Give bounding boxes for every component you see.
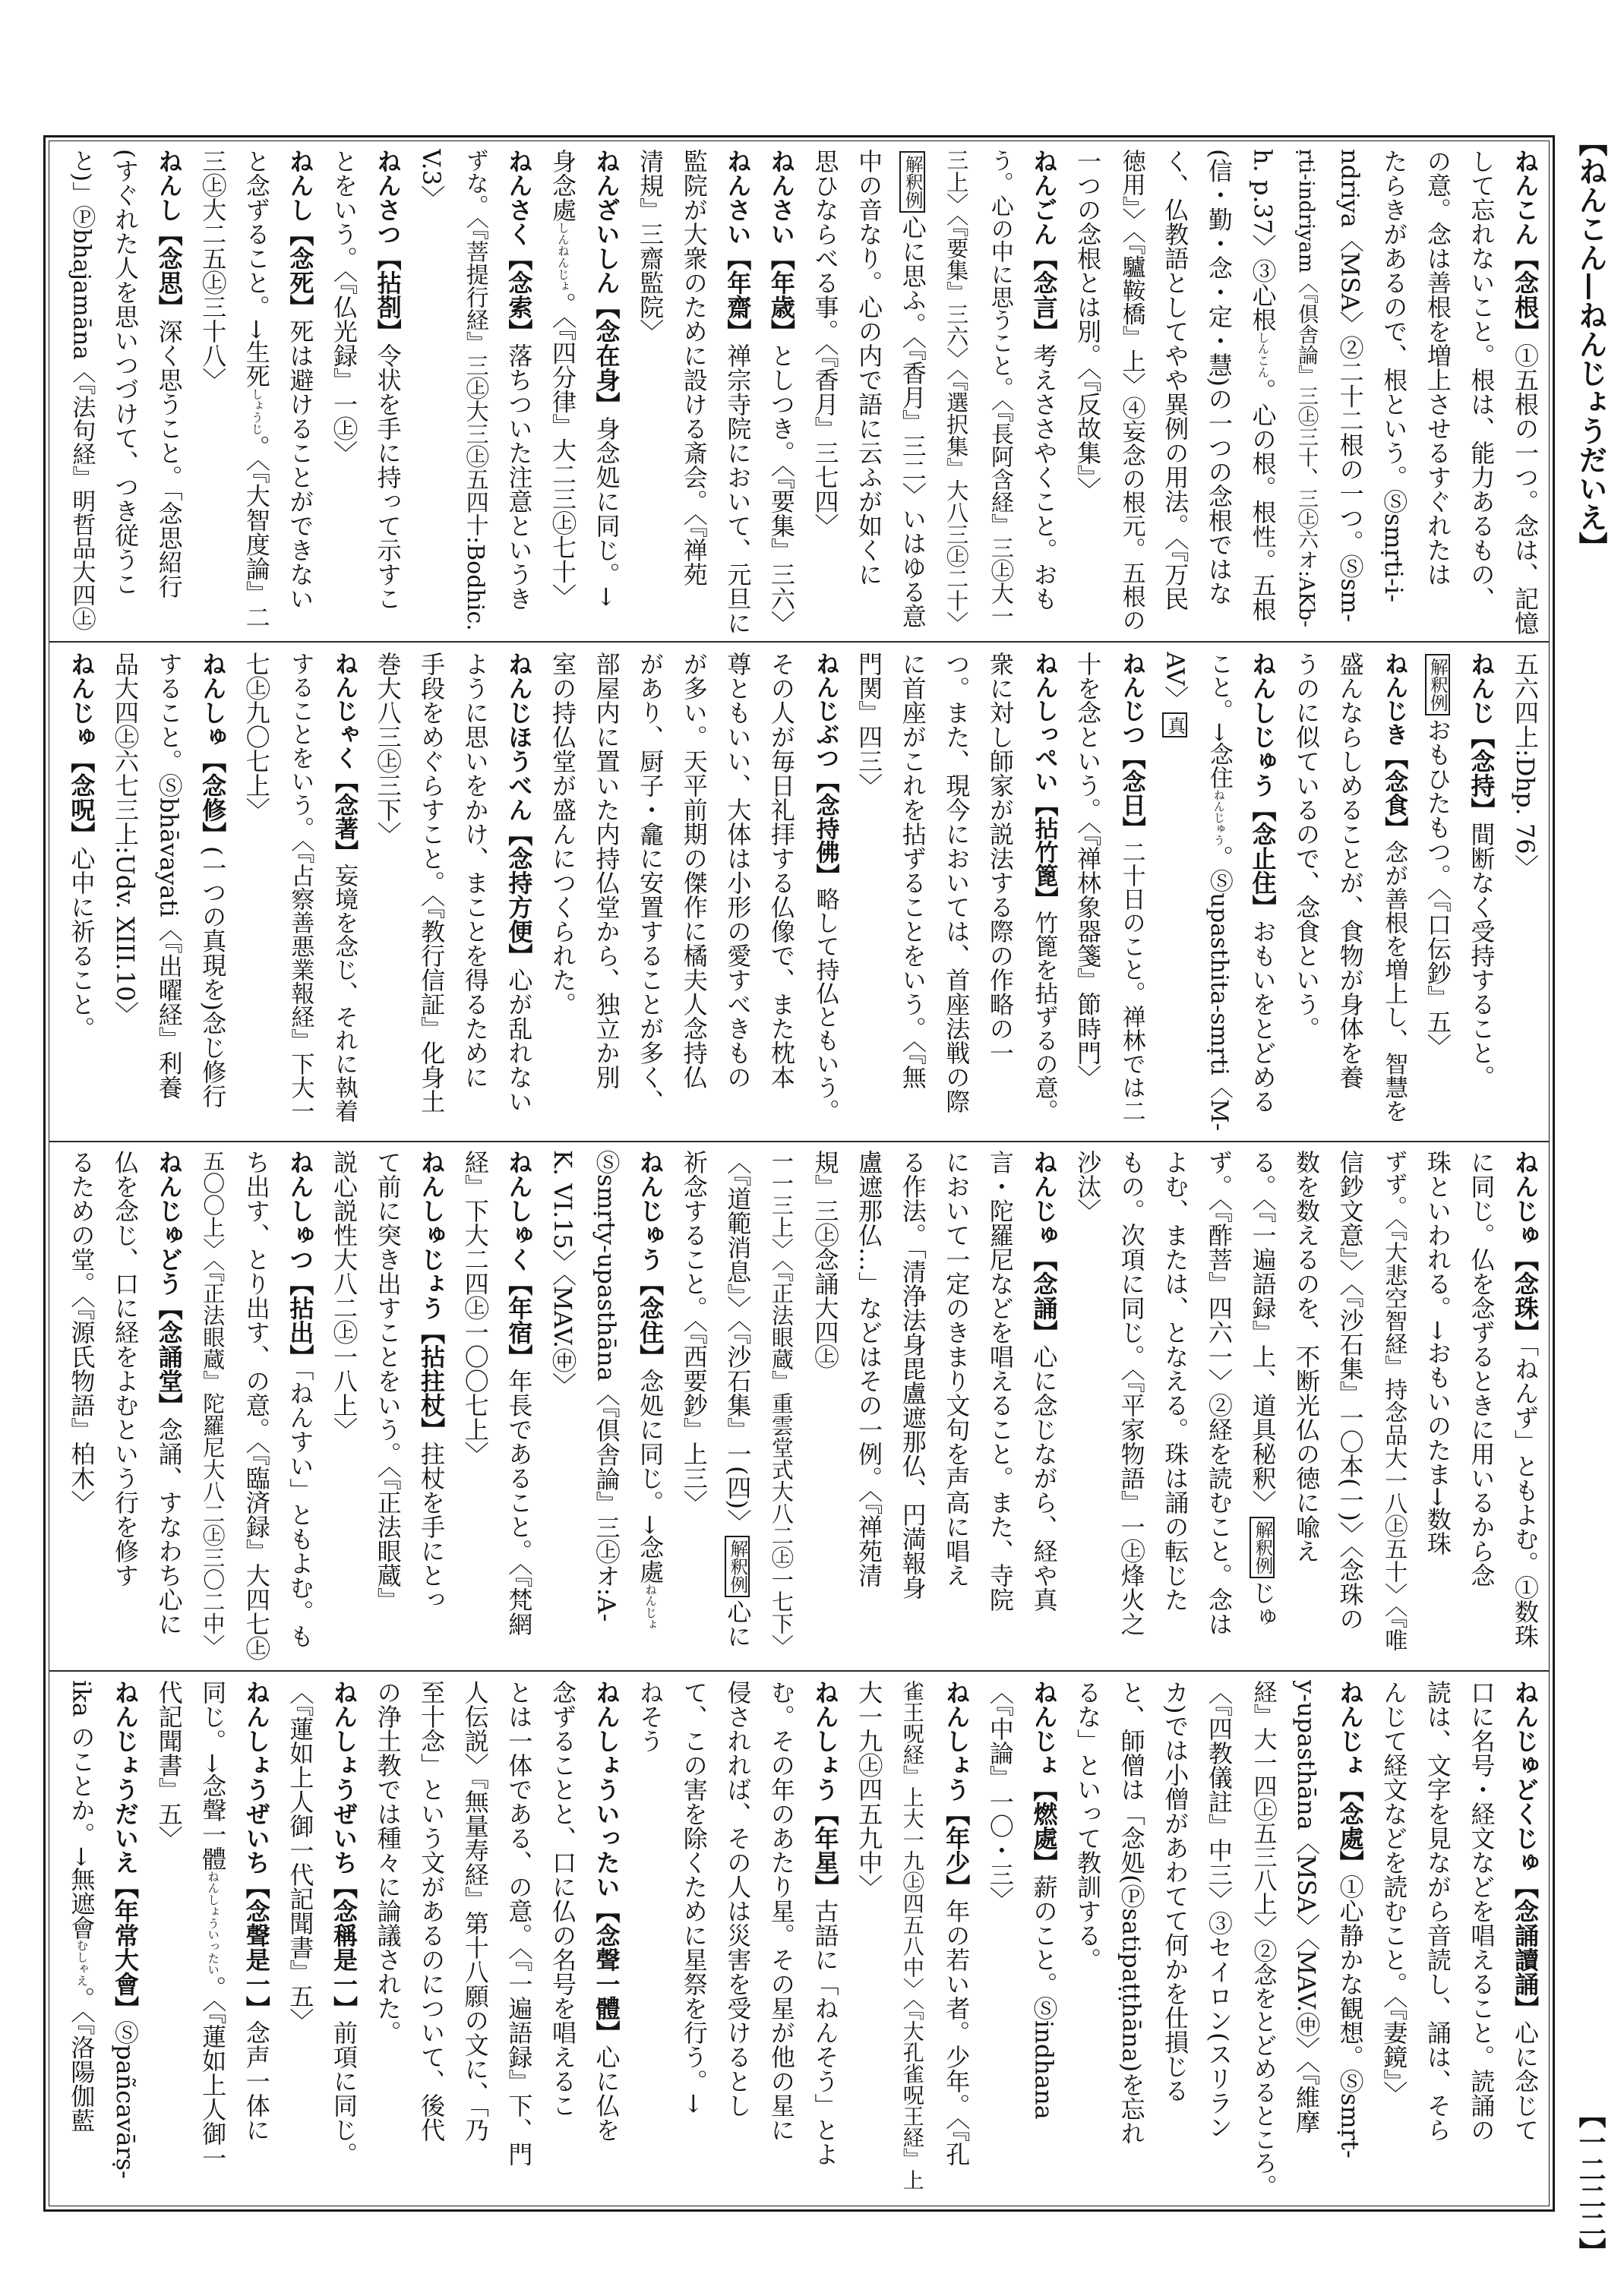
entry-headword: ねんごん【念言】 bbox=[1029, 149, 1059, 343]
entry-text: 心中に祈ること。 bbox=[67, 846, 96, 1041]
entry-line: があり、厨子・龕に安置することが多く、 bbox=[636, 652, 665, 1113]
entry-text: 心が乱れない bbox=[504, 968, 534, 1113]
entry-text: 念声一体に bbox=[242, 2020, 271, 2142]
reading-ruby: ねんしょういったい bbox=[206, 1870, 220, 1976]
entry-text: 考えささやくこと。おも bbox=[1029, 343, 1059, 611]
reading-ruby: しょうじ bbox=[249, 387, 264, 435]
entry-text: (一つの真現を)念じ修行 bbox=[198, 846, 228, 1108]
entry-text: 念誦、すなわち心に bbox=[154, 1417, 184, 1636]
entry-line: 品大四㊤六七三上:Udv. XIII.10〉 bbox=[111, 652, 140, 1026]
entry-line: 念ずることと、口に仏の名号を唱えるこ bbox=[548, 1680, 577, 2118]
entry-line: ずず。〈『大悲空智経』持念品大一八㊤五十〉〈『唯 bbox=[1380, 1150, 1408, 1651]
entry-line: (信・勤・念・定・慧)の一つの念根ではな bbox=[1204, 149, 1234, 605]
entry-line: 中の音なり。心の内で語に云ふが如くに bbox=[855, 149, 884, 586]
entry-headword: ねんじ【念持】 bbox=[1467, 652, 1496, 822]
entry-line: 清規』三齋監院〉 bbox=[636, 149, 665, 343]
entry-line: 三上〉〈『要集』三六〉〈『選択集』大八三㊤二十〉 bbox=[943, 149, 970, 633]
entry-line: る作法。「清浄法身毘盧遮那仏、円満報身 bbox=[898, 1150, 927, 1600]
entry-line: 十を念という。〈『禅林象器箋』節時門〉 bbox=[1073, 652, 1103, 1089]
entry-line: 至十念」という文があるのについて、後代 bbox=[417, 1680, 447, 2142]
entry-headword: ねんじき【念食】 bbox=[1380, 652, 1408, 840]
entry-line bbox=[147, 149, 191, 635]
entry-text: 「ねんず」ともよむ。①数珠 bbox=[1511, 1344, 1540, 1648]
entry-line bbox=[584, 149, 628, 635]
boxed-label: 解釈例 bbox=[1250, 1517, 1275, 1578]
reading-ruby: しんねんじょ bbox=[555, 222, 570, 292]
entry-line: 巻大八三㊤三下〉 bbox=[373, 652, 403, 846]
entry-text: 同じ。→念聲一體 bbox=[198, 1680, 228, 1871]
entry-line bbox=[1022, 652, 1066, 1135]
entry-text: 前項に同じ。 bbox=[329, 2020, 359, 2166]
entry-line: 〈『中論』一〇・三〉 bbox=[985, 1680, 1015, 1911]
entry-line bbox=[365, 149, 409, 635]
entry-text: 薪のこと。Ⓢindhana bbox=[1029, 1874, 1059, 2120]
entry-line: もの。次項に同じ。〈『平家物語』一㊤烽火之 bbox=[1117, 1150, 1146, 1636]
entry-headword: ねんざいしん【念在身】 bbox=[592, 149, 621, 416]
tier-divider bbox=[49, 1141, 1550, 1142]
entry-headword: ねんじぶつ【念持佛】 bbox=[811, 652, 839, 887]
entry-text: 心に念じながら、経や真 bbox=[1029, 1344, 1059, 1612]
entry-line bbox=[497, 149, 541, 635]
entry-line bbox=[628, 1150, 672, 1663]
entry-headword: ねんじゅ【念誦】 bbox=[1029, 1150, 1059, 1344]
entry-line: 部屋内に置いた内持仏堂から、独立か別 bbox=[592, 652, 621, 1089]
page-number: 【一二二二】 bbox=[1575, 2101, 1607, 2265]
entry-line: 説心説性大八二㊤一八上〉 bbox=[329, 1150, 359, 1442]
entry-line bbox=[803, 652, 847, 1135]
entry-line: に首座がこれを拈ずることをいう。〈『無 bbox=[898, 652, 927, 1089]
entry-line: 門関』四三〉 bbox=[855, 652, 884, 797]
entry-text: ①心静かな観想。Ⓢsmṛt- bbox=[1335, 1874, 1365, 2159]
entry-headword: ねんさく【念索】 bbox=[504, 149, 534, 343]
entry-text: としつき。〈『要集』三六〉 bbox=[766, 343, 796, 635]
entry-line bbox=[278, 149, 322, 635]
entry-line: 盛んならしめることが、食物が身体を養 bbox=[1335, 652, 1365, 1089]
entry-line: 人伝説〉『無量寿経』第十八願の文に、「乃 bbox=[460, 1680, 490, 2142]
entry-line bbox=[497, 1150, 541, 1663]
entry-line: 室の持仏堂が盛んにつくられた。 bbox=[548, 652, 577, 1016]
reading-ruby: むしゃえ bbox=[74, 1939, 89, 1987]
entry-line bbox=[1415, 652, 1459, 1135]
entry-line bbox=[1240, 1150, 1284, 1663]
entry-line: 尊ともいい、大体は小形の愛すべきもの bbox=[723, 652, 753, 1089]
tier-1 bbox=[55, 149, 1547, 635]
entry-text: 禅宗寺院において、元旦に bbox=[723, 343, 753, 635]
entry-text: 竹篦を拈ずるの意。 bbox=[1030, 911, 1058, 1123]
entry-text: 死は避けることができない bbox=[286, 319, 315, 611]
tier-divider bbox=[49, 641, 1550, 643]
entry-line: ndriya〈MSA〉②二十二根の一つ。Ⓢsm- bbox=[1335, 149, 1365, 623]
entry-text: 念が善根を増上し、智慧を bbox=[1380, 840, 1408, 1123]
running-head: 【ねんこん—ねんじょうだいえ】 bbox=[1574, 128, 1608, 561]
entry-line: 経』大一四㊤五三八上〉②念をとどめるところ。 bbox=[1249, 1680, 1277, 2198]
entry-line: 言・陀羅尼などを唱えること。また、寺院 bbox=[985, 1150, 1015, 1612]
tier-divider bbox=[49, 1670, 1550, 1672]
entry-headword: ねんじょうだいえ【年常大會】 bbox=[111, 1680, 140, 2020]
entry-headword: ねんじつ【念日】 bbox=[1117, 652, 1145, 840]
entry-line: 七㊤九〇七上〉 bbox=[242, 652, 271, 822]
entry-line: 衆に対し師家が説法する際の作略の一 bbox=[985, 652, 1015, 1065]
entry-text: Ⓢpañcavārṣ- bbox=[111, 2020, 140, 2179]
entry-text: じゅ bbox=[1248, 1581, 1278, 1630]
entry-line: ように思いをかけ、まことを得るために bbox=[460, 652, 490, 1089]
entry-line bbox=[1240, 652, 1284, 1135]
entry-line bbox=[584, 1680, 628, 2203]
entry-headword: ねんし【念思】 bbox=[154, 149, 184, 319]
entry-text: AV〉 bbox=[1161, 652, 1190, 710]
entry-headword: ねんしょう【年少】 bbox=[942, 1680, 972, 1899]
tier-3 bbox=[55, 1150, 1547, 1663]
entry-line: るな」といって教訓する。 bbox=[1073, 1680, 1103, 1972]
entry-headword: ねんし【念死】 bbox=[286, 149, 315, 319]
boxed-label: 真 bbox=[1162, 712, 1187, 738]
entry-line bbox=[759, 149, 803, 635]
entry-line: 五〇〇上〉〈『正法眼蔵』陀羅尼大八二㊤三〇二中〉 bbox=[200, 1150, 226, 1656]
entry-line bbox=[59, 652, 103, 1135]
entry-text: 拄杖を手にとっ bbox=[417, 1442, 447, 1612]
entry-line: う。心の中に思うこと。〈『長阿含経』三㊤大一 bbox=[986, 149, 1013, 627]
entry-line bbox=[59, 1680, 103, 2203]
entry-line bbox=[1372, 652, 1416, 1135]
entry-text: 。Ⓢupasthita-smṛti〈M- bbox=[1205, 845, 1233, 1132]
entry-line bbox=[321, 652, 365, 1135]
entry-line: その人が毎日礼拝する仏像で、また枕本 bbox=[766, 652, 796, 1089]
reading-ruby: ねんじょ bbox=[643, 1583, 658, 1631]
entry-line: 仏を念じ、口に経をよむという行を修す bbox=[111, 1150, 140, 1587]
entry-text: 心に bbox=[723, 1600, 753, 1649]
entry-line: 侵されれば、その人は災害を受けるとし bbox=[723, 1680, 753, 2118]
boxed-label: 解釈例 bbox=[899, 151, 924, 213]
entry-line: の浄土教では種々に論議された。 bbox=[373, 1680, 403, 2045]
entry-headword: ねんじほうべん【念持方便】 bbox=[504, 652, 534, 968]
tier-4 bbox=[55, 1680, 1547, 2203]
entry-line: y-upasthāna〈MSA〉〈MAV.㊥〉〈『維摩 bbox=[1292, 1680, 1322, 2134]
entry-line bbox=[1153, 652, 1197, 1135]
entry-text: 古語に「ねんそう」とよ bbox=[810, 1899, 840, 2166]
entry-headword: ねんじゅ【念呪】 bbox=[67, 652, 96, 846]
entry-line: 監院が大衆のために設ける斎会。〈『禅苑 bbox=[679, 149, 709, 586]
entry-line: 一つの念根とは別。〈『反故集』〉 bbox=[1073, 149, 1103, 501]
entry-line: カ)では小僧があわてて何かを仕損じる bbox=[1161, 1680, 1190, 2103]
entry-headword: ねんしょういったい【念聲一體】 bbox=[592, 1680, 621, 2045]
entry-line: 雀王呪経』上大一九㊤四五八中〉〈『大孔雀呪王経』上 bbox=[899, 1680, 925, 2190]
entry-line: 祈念すること。〈『西要鈔』上三〉 bbox=[679, 1150, 709, 1514]
entry-headword: ねんこん【念根】 bbox=[1511, 149, 1540, 343]
entry-line: (すぐれた人を思いつづけて、つき従うこ bbox=[111, 149, 140, 596]
entry-text: と念ずること。→生死 bbox=[242, 149, 271, 388]
entry-line: とは一体である、の意。〈『一遍語録』下、門 bbox=[504, 1680, 534, 2166]
entry-headword: ねんじょ【燃處】 bbox=[1029, 1680, 1059, 1874]
entry-line bbox=[1502, 1680, 1547, 2203]
entry-text: 深く思うこと。「念思紹行 bbox=[154, 319, 184, 598]
entry-text: 妄境を念じ、それに執着 bbox=[330, 864, 358, 1123]
entry-headword: ねんじょ【念處】 bbox=[1335, 1680, 1365, 1874]
entry-text: 間断なく受持すること。 bbox=[1467, 822, 1496, 1089]
entry-headword: ねんじゅどう【念誦堂】 bbox=[154, 1150, 184, 1417]
entry-text: ①五根の一つ。念は、記憶 bbox=[1511, 343, 1540, 635]
entry-line bbox=[1459, 652, 1503, 1135]
entry-line: 規』三㊤念誦大四㊤ bbox=[810, 1150, 840, 1369]
entry-line bbox=[103, 1680, 147, 2203]
entry-line bbox=[1502, 1150, 1547, 1663]
entry-line bbox=[1502, 149, 1547, 635]
entry-line: つ。また、現今においては、首座法戦の際 bbox=[942, 652, 972, 1113]
boxed-label: 解釈例 bbox=[1425, 654, 1450, 715]
entry-line: 三㊤大二五㊤三十八〉 bbox=[198, 149, 228, 392]
entry-text: 。〈『大智度論』二 bbox=[242, 434, 271, 630]
entry-line: て、この害を除くために星祭を行う。→ bbox=[679, 1680, 709, 2114]
entry-line: 信鈔文意』〉〈『沙石集』一〇本(一)〉〈念珠の bbox=[1335, 1150, 1365, 1631]
entry-line: ち出す、とり出す、の意。〈『臨済録』大四七㊤ bbox=[242, 1150, 271, 1660]
entry-line: む。その年のあたり星。その星が他の星に bbox=[766, 1680, 796, 2142]
entry-text: 念処に同じ。→念處 bbox=[636, 1369, 665, 1584]
entry-headword: ねんじゅう【念住】 bbox=[636, 1150, 665, 1369]
entry-line: 経』下大二四㊤一〇〇七上〉 bbox=[460, 1150, 490, 1466]
entry-line: K. VI.15〉〈MAV.㊥〉 bbox=[548, 1150, 577, 1397]
entry-text: 。〈『蓮如上人御一 bbox=[198, 1975, 228, 2171]
entry-text: 心に念じて bbox=[1511, 2020, 1540, 2142]
entry-headword: ねんしゅつ【拈出】 bbox=[286, 1150, 315, 1369]
entry-headword: ねんさつ【拈剳】 bbox=[373, 149, 403, 343]
entry-line: て前に突き出すことをいう。〈『正法眼蔵』 bbox=[373, 1150, 403, 1612]
entry-line: 手段をめぐらすこと。〈『教行信証』化身土 bbox=[417, 652, 447, 1113]
entry-line: 代記聞書』五〉 bbox=[154, 1680, 184, 1850]
entry-line bbox=[1022, 1680, 1066, 2203]
entry-line: 沙汰〉 bbox=[1073, 1150, 1103, 1223]
entry-line: が多い。天平前期の傑作に橘夫人念持仏 bbox=[679, 652, 709, 1089]
entry-line: ず。〈『酢菩』四六一〉②経を読むこと。念は bbox=[1204, 1150, 1234, 1636]
entry-line: と)」Ⓟbhajamāna〈『法句経』明哲品大四㊤ bbox=[68, 149, 96, 631]
entry-text: 。〈『四分律』大二三㊤七十〉 bbox=[548, 292, 577, 608]
entry-line: 一一三上〉〈『正法眼蔵』重雲堂式大八二㊤一七下〉 bbox=[768, 1150, 795, 1656]
entry-line: ずな。〈『菩提行経』三㊤大三㊤五四十:Bodhic. bbox=[461, 149, 488, 631]
entry-line: V.3〉 bbox=[417, 149, 447, 210]
entry-line bbox=[497, 652, 541, 1135]
boxed-label: 解釈例 bbox=[725, 1536, 750, 1597]
entry-line: 五六四上:Dhp. 76〉 bbox=[1511, 652, 1540, 879]
entry-text: h. p.37〉③心根 bbox=[1248, 149, 1278, 332]
entry-line bbox=[1022, 1150, 1066, 1663]
entry-line: Ⓢsmṛty-upasthāna〈『倶舎論』三㊤オ:A- bbox=[592, 1150, 621, 1622]
entry-line: と、師僧は「念処(Ⓟsatipaṭṭhāna)を忘れ bbox=[1117, 1680, 1146, 2146]
entry-headword: ねんしっぺい【拈竹篦】 bbox=[1030, 652, 1058, 911]
entry-text: こと。→念住 bbox=[1205, 652, 1233, 789]
entry-text: 落ちついた注意というき bbox=[504, 343, 534, 611]
entry-headword: ねんしゅじょう【拈拄杖】 bbox=[417, 1150, 447, 1442]
entry-text: る。〈『一遍語録』上、道具秘釈〉 bbox=[1248, 1150, 1278, 1514]
entry-line bbox=[1196, 652, 1240, 1135]
entry-text: 。〈『洛陽伽藍 bbox=[67, 1986, 96, 2133]
entry-line bbox=[890, 149, 934, 635]
entry-headword: ねんじゃく【念著】 bbox=[330, 652, 358, 864]
entry-headword: ねんじゅどくじゅ【念誦讀誦】 bbox=[1511, 1680, 1540, 2020]
entry-text: 「ねんすい」ともよむ。も bbox=[286, 1369, 315, 1648]
entry-headword: ねんしょうぜいち【念稱是一】 bbox=[329, 1680, 359, 2020]
entry-text: 心に仏を bbox=[592, 2045, 621, 2142]
entry-line: の意。念は善根を増上させるすぐれたは bbox=[1423, 149, 1452, 586]
entry-line bbox=[716, 149, 760, 635]
entry-line: ねそう bbox=[636, 1680, 665, 1753]
entry-headword: ねんさい【年齋】 bbox=[723, 149, 753, 343]
entry-line bbox=[1109, 652, 1153, 1135]
entry-line bbox=[934, 1680, 978, 2203]
entry-line: 数を数えるのを、不断光仏の徳に喩え bbox=[1292, 1150, 1322, 1563]
entry-line bbox=[803, 1680, 847, 2203]
entry-line bbox=[1328, 1680, 1372, 2203]
tier-2 bbox=[55, 652, 1547, 1135]
entry-line: うのに似ているので、念食という。 bbox=[1292, 652, 1322, 1041]
entry-headword: ねんしゅく【年宿】 bbox=[504, 1150, 534, 1369]
entry-line: において一定のきまり文句を声高に唱え bbox=[942, 1150, 972, 1587]
entry-line: 徳用』〉〈『驢鞍橋』上〉④妄念の根元。五根の bbox=[1117, 149, 1145, 632]
entry-line: 〈『蓮如上人御一代記聞書』五〉 bbox=[286, 1680, 315, 2032]
entry-line: よむ、または、となえる。珠は誦の転じた bbox=[1161, 1150, 1190, 1612]
entry-line bbox=[540, 149, 584, 635]
entry-text: 略して持仏ともいう。 bbox=[811, 887, 839, 1123]
entry-line: るための堂。〈『源氏物語』柏木〉 bbox=[67, 1150, 96, 1514]
entry-headword: ねんしょうぜいち【念聲是一】 bbox=[242, 1680, 271, 2020]
entry-headword: ねんしょう【年星】 bbox=[810, 1680, 840, 1899]
entry-line: たらきがあるので、根という。Ⓢsmṛti-i- bbox=[1379, 149, 1409, 603]
entry-line: すること。Ⓢbhāvayati〈『出曜経』利養 bbox=[154, 652, 184, 1100]
entry-headword: ねんさい【年歳】 bbox=[766, 149, 796, 343]
entry-line: とをいう。〈『仏光録』一㊤〉 bbox=[329, 149, 359, 465]
entry-line: 読は、文字を見ながら音読し、誦は、そら bbox=[1423, 1680, 1452, 2142]
entry-line bbox=[191, 652, 235, 1135]
entry-line bbox=[1240, 149, 1284, 635]
reading-ruby: ねんじゅう bbox=[1212, 788, 1226, 846]
entry-text: 年の若い者。少年。〈『孔 bbox=[942, 1899, 972, 2166]
entry-text: 身念処に同じ。→ bbox=[592, 416, 621, 607]
entry-line bbox=[278, 1150, 322, 1663]
entry-text: 身念處 bbox=[548, 149, 577, 222]
entry-text: 心に思ふ。〈『香月』三二〉いはゆる意 bbox=[898, 215, 927, 629]
entry-text: 令状を手に持って示すこ bbox=[373, 343, 403, 611]
reading-ruby: しんこん bbox=[1256, 331, 1270, 378]
entry-line: 珠といわれる。→おもいのたま→数珠 bbox=[1423, 1150, 1452, 1555]
entry-line: ṛti-indriyam〈『倶舎論』三㊤三十、三㊤六オ:AKb- bbox=[1294, 149, 1319, 627]
entry-line: 〈『四教儀註』中三〉③セイロン(スリラン bbox=[1204, 1680, 1234, 2140]
entry-text: おもいをとどめる bbox=[1248, 919, 1278, 1113]
entry-line bbox=[716, 1150, 760, 1663]
entry-text: 二十日のこと。禅林では二 bbox=[1117, 840, 1145, 1123]
entry-text: 年長であること。〈『梵網 bbox=[504, 1369, 534, 1636]
entry-headword: ねんじゅ【念珠】 bbox=[1511, 1150, 1540, 1344]
entry-line: して忘れないこと。根は、能力あるもの、 bbox=[1467, 149, 1496, 611]
entry-text: 〈『道範消息』〉〈『沙石集』一(四)〉 bbox=[723, 1150, 753, 1533]
entry-line bbox=[234, 149, 278, 635]
entry-headword: ねんしゅ【念修】 bbox=[198, 652, 228, 846]
entry-line bbox=[191, 1680, 235, 2203]
entry-text: おもひたもつ。〈『口伝鈔』五〉 bbox=[1423, 718, 1452, 1059]
entry-line: 盧遮那仏…」などはその一例。〈『禅苑清 bbox=[855, 1150, 884, 1587]
entry-headword: ねんしじゅう【念止住】 bbox=[1248, 652, 1278, 919]
entry-line: 口に名号・経文などを唱えること。読誦の bbox=[1467, 1680, 1496, 2142]
entry-line: んじて経文などを読むこと。〈『妻鏡』〉 bbox=[1379, 1680, 1409, 2105]
entry-line: く、仏教語としてやや異例の用法。〈『万民 bbox=[1161, 149, 1190, 611]
entry-line: に同じ。仏を念ずるときに用いるから念 bbox=[1467, 1150, 1496, 1587]
entry-line bbox=[147, 1150, 191, 1663]
entry-line bbox=[321, 1680, 365, 2203]
entry-text: ika のことか。→無遮會 bbox=[67, 1680, 96, 1940]
entry-line bbox=[409, 1150, 453, 1663]
entry-line: 思ひならべる事。〈『香月』三七四〉 bbox=[810, 149, 840, 538]
entry-text: 。心の根。根性。五根 bbox=[1248, 377, 1278, 621]
entry-line bbox=[1022, 149, 1066, 635]
entry-line: することをいう。〈『占察善悪業報経』下大一 bbox=[286, 652, 314, 1123]
entry-line bbox=[234, 1680, 278, 2203]
entry-line: 大一九㊤四五九中〉 bbox=[855, 1680, 884, 1899]
